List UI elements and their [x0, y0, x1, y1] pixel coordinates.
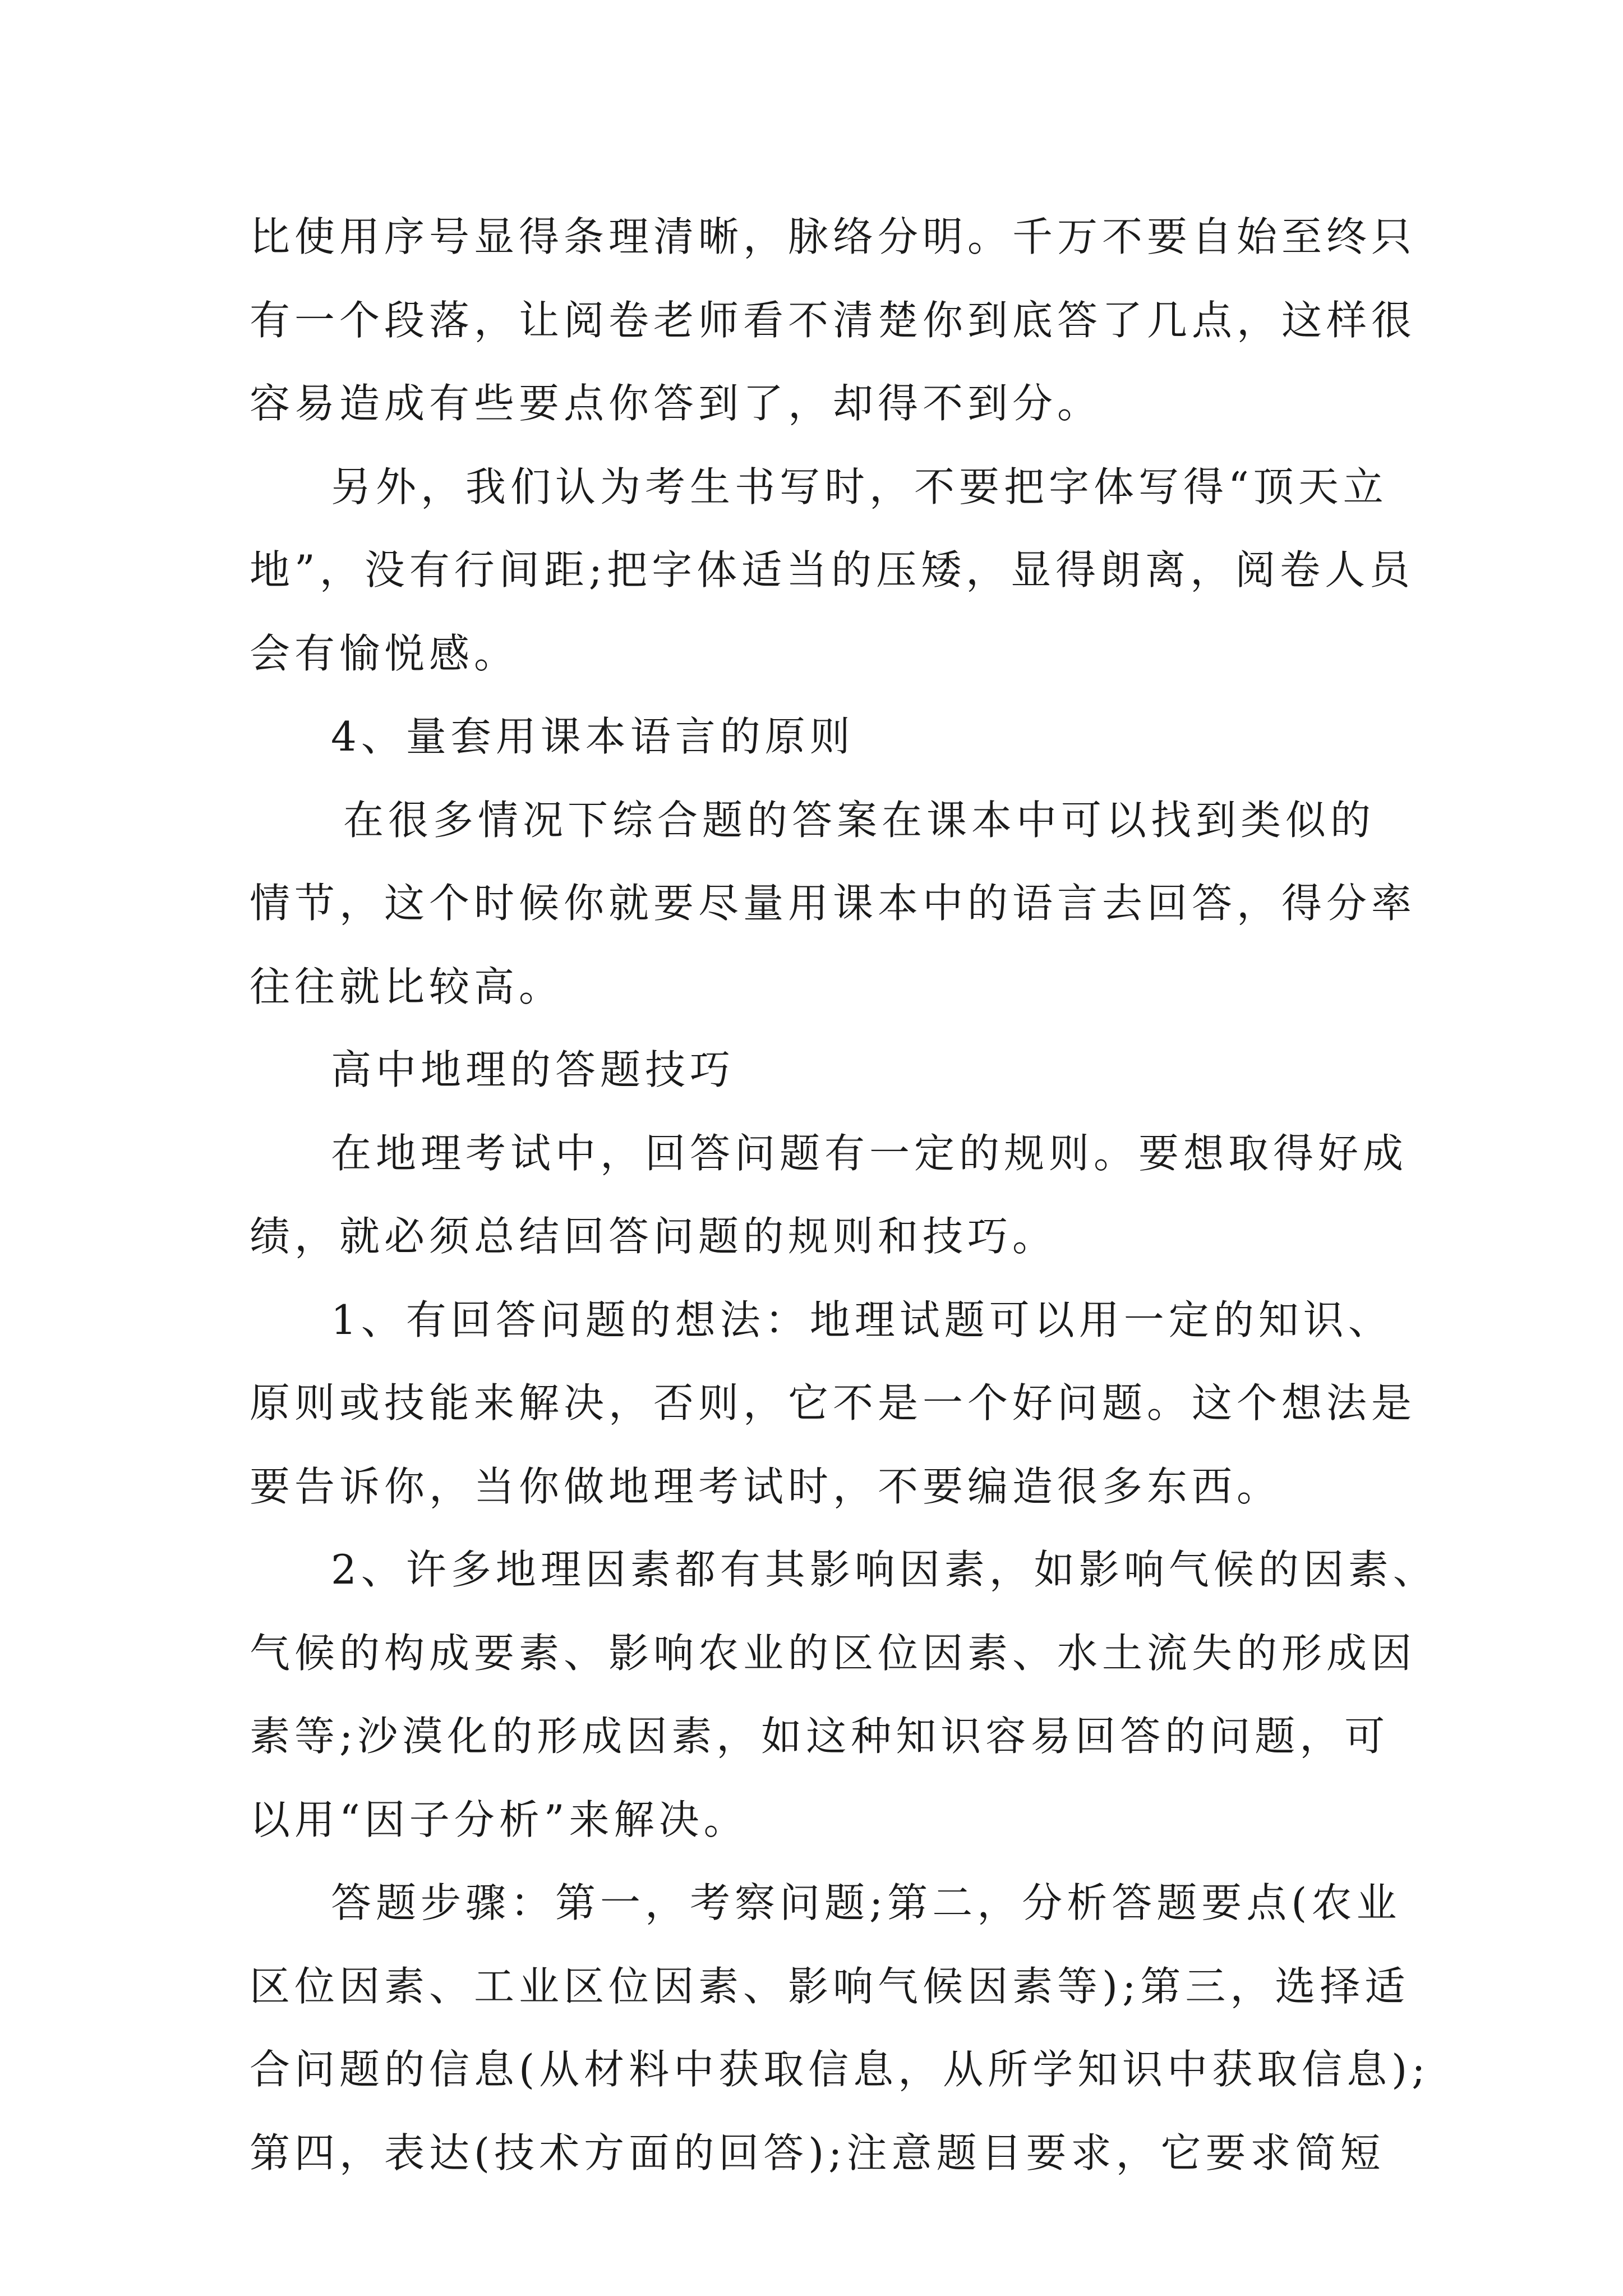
text-line: 气候的构成要素、影响农业的区位因素、水土流失的形成因 [250, 1630, 1417, 1677]
text-line: 往往就比较高。 [250, 963, 564, 1010]
text-line: 地”，没有行间距;把字体适当的压矮，显得朗离，阅卷人员 [250, 546, 1415, 593]
text-line: 容易造成有些要点你答到了，却得不到分。 [250, 380, 1103, 427]
text-line: 以用“因子分析”来解决。 [250, 1796, 749, 1843]
text-line: 原则或技能来解决，否则，它不是一个好问题。这个想法是 [250, 1379, 1417, 1427]
text-line: 情节，这个时候你就要尽量用课本中的语言去回答，得分率 [250, 880, 1417, 927]
text-line: 素等;沙漠化的形成因素，如这种知识容易回答的问题，可 [250, 1713, 1390, 1760]
text-line: 答题步骤：第一，考察问题;第二，分析答题要点(农业 [331, 1879, 1401, 1926]
text-line: 第四，表达(技术方面的回答);注意题目要求，它要求简短 [250, 2129, 1385, 2177]
text-line: 会有愉悦感。 [250, 630, 519, 677]
text-line: 在很多情况下综合题的答案在课本中可以找到类似的 [343, 797, 1376, 844]
text-line: 绩，就必须总结回答问题的规则和技巧。 [250, 1213, 1058, 1260]
text-line: 区位因素、工业区位因素、影响气候因素等);第三，选择适 [250, 1963, 1410, 2010]
text-line: 要告诉你，当你做地理考试时，不要编造很多东西。 [250, 1463, 1282, 1510]
text-line: 比使用序号显得条理清晰，脉络分明。千万不要自始至终只 [250, 213, 1417, 260]
text-line: 2、许多地理因素都有其影响因素，如影响气候的因素、 [331, 1546, 1438, 1593]
text-line: 在地理考试中，回答问题有一定的规则。要想取得好成 [331, 1130, 1408, 1177]
section-heading: 高中地理的答题技巧 [331, 1046, 735, 1093]
text-line: 1、有回答问题的想法：地理试题可以用一定的知识、 [331, 1296, 1393, 1343]
text-line: 另外，我们认为考生书写时，不要把字体写得“顶天立 [331, 463, 1388, 510]
text-line: 有一个段落，让阅卷老师看不清楚你到底答了几点，这样很 [250, 297, 1417, 344]
section-heading: 4、量套用课本语言的原则 [331, 713, 855, 760]
text-line: 合问题的信息(从材料中获取信息，从所学知识中获取信息); [250, 2046, 1430, 2093]
